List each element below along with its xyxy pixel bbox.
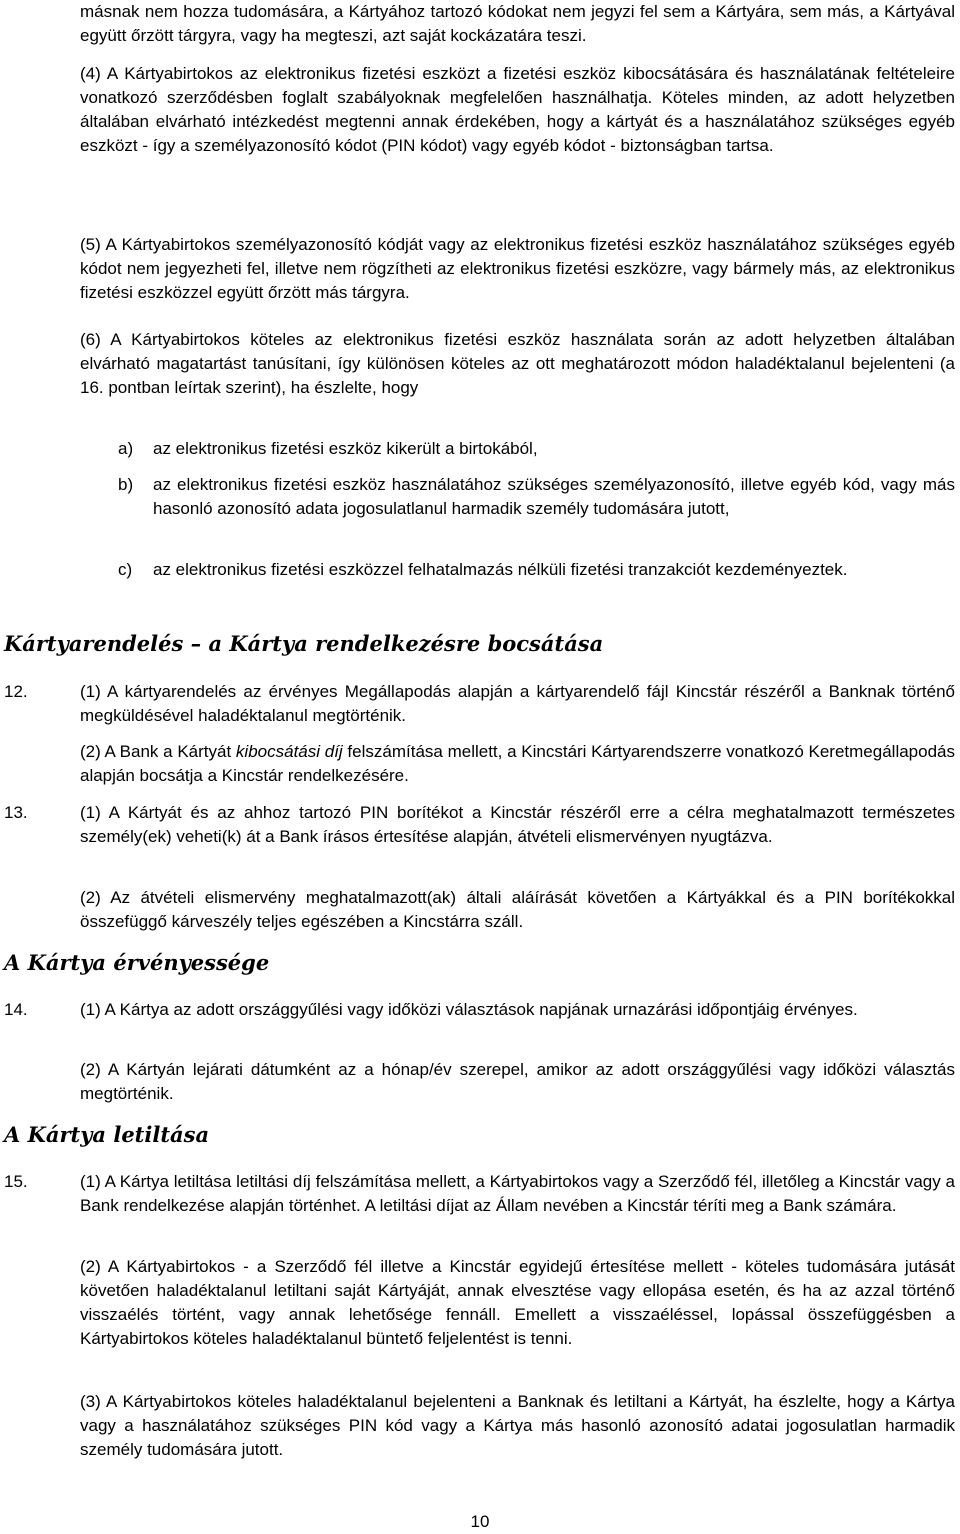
page-number: 10 bbox=[470, 1512, 490, 1531]
paragraph-4: (4) A Kártyabirtokos az elektronikus fizetési eszközt a fizetési eszköz kibocsátására és használatának feltételeire vonatkozó szerződésben foglalt szabályoknak megfelelően használhatja. Köteles minden, az adott helyzetben általában elvárható intézkedést megtenni annak érdekében, hogy a kártyát és a használatához szükséges egyéb eszközt - így a személyazonosító kódot (PIN kódot) vagy egyéb kódot - biztonságban tartsa. bbox=[80, 64, 955, 155]
list-item-a: az elektronikus fizetési eszköz kikerült a birtokából, bbox=[153, 439, 538, 458]
list-label-b: b) bbox=[118, 475, 134, 494]
section-12-paragraph-2: (2) A Bank a Kártyát kibocsátási díj felszámítása mellett, a Kincstári Kártyarendszerre vonatkozó Keretmegállapodás alapján bocsátja a Kincstár rendelkezésére. bbox=[80, 742, 955, 785]
section-13-paragraph-1: (1) A Kártyát és az ahhoz tartozó PIN borítékot a Kincstár részéről erre a célra meghatalmazott természetes személy(ek) veheti(k) át a Bank írásos értesítése alapján, átvételi elismervényen nyugtázva. bbox=[80, 803, 955, 846]
list-item-b: az elektronikus fizetési eszköz használatához szükséges személyazonosító, illetve egyéb kód, vagy más hasonló azonosító adata jogosulatlanul harmadik személy tudomására jutott, bbox=[153, 475, 955, 518]
paragraph-6: (6) A Kártyabirtokos köteles az elektronikus fizetési eszköz használata során az adott helyzetben általában elvárható magatartást tanúsítani, így különösen köteles az ott meghatározott módon haladéktalanul bejelenteni (a 16. pontban leírtak szerint), ha észlelte, hogy bbox=[80, 330, 955, 397]
section-number-14: 14. bbox=[4, 1000, 28, 1019]
section-number-15: 15. bbox=[4, 1172, 28, 1191]
intro-paragraph-continued: másnak nem hozza tudomására, a Kártyához tartozó kódokat nem jegyzi fel sem a Kártyára, sem más, a Kártyával együtt őrzött tárgyra, vagy ha megteszi, azt saját kockázatára teszi. bbox=[80, 2, 955, 45]
section-13-paragraph-2: (2) Az átvételi elismervény meghatalmazott(ak) általi aláírását követően a Kártyákkal és a PIN borítékokkal összefüggő kárveszély teljes egészében a Kincstárra száll. bbox=[80, 888, 955, 931]
section-heading-card-validity: A Kártya érvényessége bbox=[4, 950, 270, 975]
list-item-c: az elektronikus fizetési eszközzel felhatalmazás nélküli fizetési tranzakciót kezdeményeztek. bbox=[153, 560, 848, 579]
section-number-12: 12. bbox=[4, 682, 28, 701]
section-15-paragraph-2: (2) A Kártyabirtokos - a Szerződő fél illetve a Kincstár egyidejű értesítése mellett - köteles tudomására jutását követően haladéktalanul letiltani saját Kártyáját, annak elvesztése vagy ellopása esetén, és ha az azzal történő visszaélés történt, vagy annak lehetősége fennáll. Emellett a visszaéléssel, lopással összefüggésben a Kártyabirtokos köteles haladéktalanul büntető feljelentést is tenni. bbox=[80, 1257, 955, 1348]
section-heading-card-ordering: Kártyarendelés – a Kártya rendelkezésre bocsátása bbox=[4, 631, 604, 656]
italic-fee-term: kibocsátási díj bbox=[235, 742, 343, 761]
section-number-13: 13. bbox=[4, 803, 28, 822]
section-14-paragraph-2: (2) A Kártyán lejárati dátumként az a hónap/év szerepel, amikor az adott országgyűlési vagy időközi választás megtörténik. bbox=[80, 1060, 955, 1103]
list-label-c: c) bbox=[118, 560, 133, 579]
paragraph-5: (5) A Kártyabirtokos személyazonosító kódját vagy az elektronikus fizetési eszköz használatához szükséges egyéb kódot nem jegyezheti fel, illetve nem rögzítheti az elektronikus fizetési eszközre, vagy bármely más, az elektronikus fizetési eszközzel együtt őrzött más tárgyra. bbox=[80, 235, 955, 302]
section-heading-card-blocking: A Kártya letiltása bbox=[4, 1122, 210, 1147]
list-label-a: a) bbox=[118, 439, 134, 458]
section-15-paragraph-3: (3) A Kártyabirtokos köteles haladéktalanul bejelenteni a Banknak és letiltani a Kártyát, ha észlelte, hogy a Kártya vagy a használatához szükséges PIN kód vagy a Kártya más hasonló azonosító adatai jogosulatlan harmadik személy tudomására jutott. bbox=[80, 1392, 955, 1459]
section-15-paragraph-1: (1) A Kártya letiltása letiltási díj felszámítása mellett, a Kártyabirtokos vagy a Szerződő fél, illetőleg a Kincstár vagy a Bank rendelkezése alapján történhet. A letiltási díjat az Állam nevében a Kincstár téríti meg a Bank számára. bbox=[80, 1172, 955, 1215]
section-14-paragraph-1: (1) A Kártya az adott országgyűlési vagy időközi választások napjának urnazárási időpontjáig érvényes. bbox=[80, 1000, 858, 1019]
section-12-paragraph-1: (1) A kártyarendelés az érvényes Megállapodás alapján a kártyarendelő fájl Kincstár részéről a Banknak történő megküldésével haladéktalanul megtörténik. bbox=[80, 682, 955, 725]
